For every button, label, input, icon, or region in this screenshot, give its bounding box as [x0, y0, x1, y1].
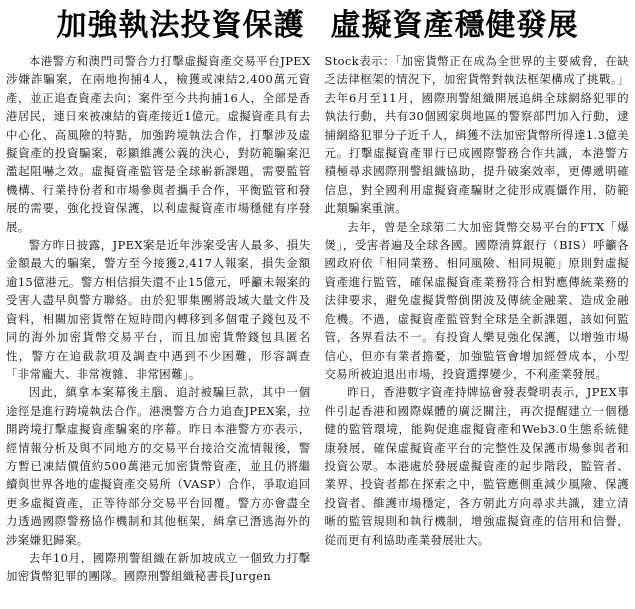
headline-part-2: 虛擬資產穩健發展 [330, 8, 579, 43]
paragraph: 去年10月，國際刑警組織在新加坡成立一個致力打擊加密貨幣犯罪的團隊。國際刑警組織秘書長Jurgen [6, 550, 311, 584]
headline [6, 4, 629, 48]
paragraph: 本港警方和澳門司警合力打擊虛擬資產交易平台JPEX涉嫌詐騙案，在兩地拘捕4人，檢獲或凍結2,400萬元資產，並正追查資產去向；案件至今共拘捕16人，全部是香港居民，連日來被凍結的資產接近1億元。虛擬資產具有去中心化、高風險的特點，加強跨境執法合作，打擊涉及虛擬資產的投資騙案，彰顯維護公義的決心，對防範騙案氾濫起阻嚇之效。虛擬資產監管是全球嶄新課題，需要監管機構、行業持份者和市場參與者攜手合作，平衡監管和發展的需要，強化投資保護，以利虛擬資產市場穩健有序發展。 [6, 54, 311, 234]
headline-part-1: 加強執法投資保護 [56, 8, 305, 43]
paragraph-continued: Stock表示：「加密貨幣正在成為全世界的主要威脅，在缺乏法律框架的情況下，加密貨幣對執法框架構成了挑戰。」去年6月至11月，國際刑警組織開展追緝全球網絡犯罪的執法行動，共有30個國家與地區的警察部門加入行動，逮捕網絡犯罪分子近千人，緝獲不法加密貨幣所得達1.3億美元。打擊虛擬資產罪行已成國際警務合作共識，本港警方積極尋求國際刑警組織協助，提升破案效率，更傳遞明確信息，對全國利用虛擬資產騙財之徒形成震懾作用，防範此類騙案重演。 [324, 54, 629, 216]
paragraph: 警方昨日披露，JPEX案是近年涉案受害人最多、損失金額最大的騙案，警方至今接獲2,417人報案，損失金額逾15億港元。警方相信損失還不止15億元，呼籲未報案的受害人盡早與警方聯絡。由於犯罪集團將設域大量文件及資料，相關加密貨幣在短時間內轉移到多個電子錢包及不同的海外加密貨幣交易平台，而且加密貨幣錢包具匿名性，警方在追截款項及調查中遇到不少困難，形容調查「非常龐大、非常複雜、非常困難」。 [6, 238, 311, 381]
paragraph: 去年，曾是全球第二大加密貨幣交易平台的FTX「爆煲」，受害者遍及全球各國。國際清算銀行（BIS）呼籲各國政府依「相同業務、相同風險、相同規範」原則對虛擬資產進行監管，確保虛擬資產業務符合相對應傳統業務的法律要求，避免虛擬貨幣倒閉波及傳統金融業、造成金融危機。不過，虛擬資產監管對全球是全新課題，該如何監管，各界看法不一。有投資人樂見強化保護，以增強市場信心，但亦有業者擔憂，加強監管會增加經營成本，小型交易所被迫退出市場，投資選擇變少，不利產業發展。 [324, 219, 629, 381]
right-column [325, 52, 630, 608]
left-column [6, 52, 311, 608]
article-body [6, 52, 629, 608]
paragraph: 昨日，香港數字資產持牌協會發表聲明表示，JPEX事件引起香港和國際媒體的廣泛關注，再次提醒建立一個穩健的監管環境，能夠促進虛擬資產和Web3.0生態系統健康發展，確保虛擬資產平台的完整性及保護市場參與者和投資公眾。本港處於發展虛擬資產的起步階段，監管者、業界、投資者都在探索之中，監管應側重減少風險、保護投資者、維護市場穩定，各方朝此方向尋求共識，建立清晰的監管規則和執行機制，增強虛擬資產的信用和信譽，從而更有利協助產業發展壯大。 [324, 385, 629, 547]
paragraph: 因此，縝拿本案幕後主腦、追討被騙巨款，其中一個途徑是進行跨境執法合作。港澳警方合力追查JPEX案，拉開跨境打擊虛擬資產騙案的序幕。昨日本港警方亦表示，經情報分析及與不同地方的交易平台接洽交流情報後，警方暫已凍結價值約500萬港元加密貨幣資產，並且仍將繼續與世界各地的虛擬資產交易所（VASP）合作，爭取追回更多虛擬資產，正等待部分交易平台回覆。警方亦會盡全力透過國際警務協作機制和其他框架，緝拿已潛逃海外的涉案嫌犯歸案。 [6, 385, 311, 547]
